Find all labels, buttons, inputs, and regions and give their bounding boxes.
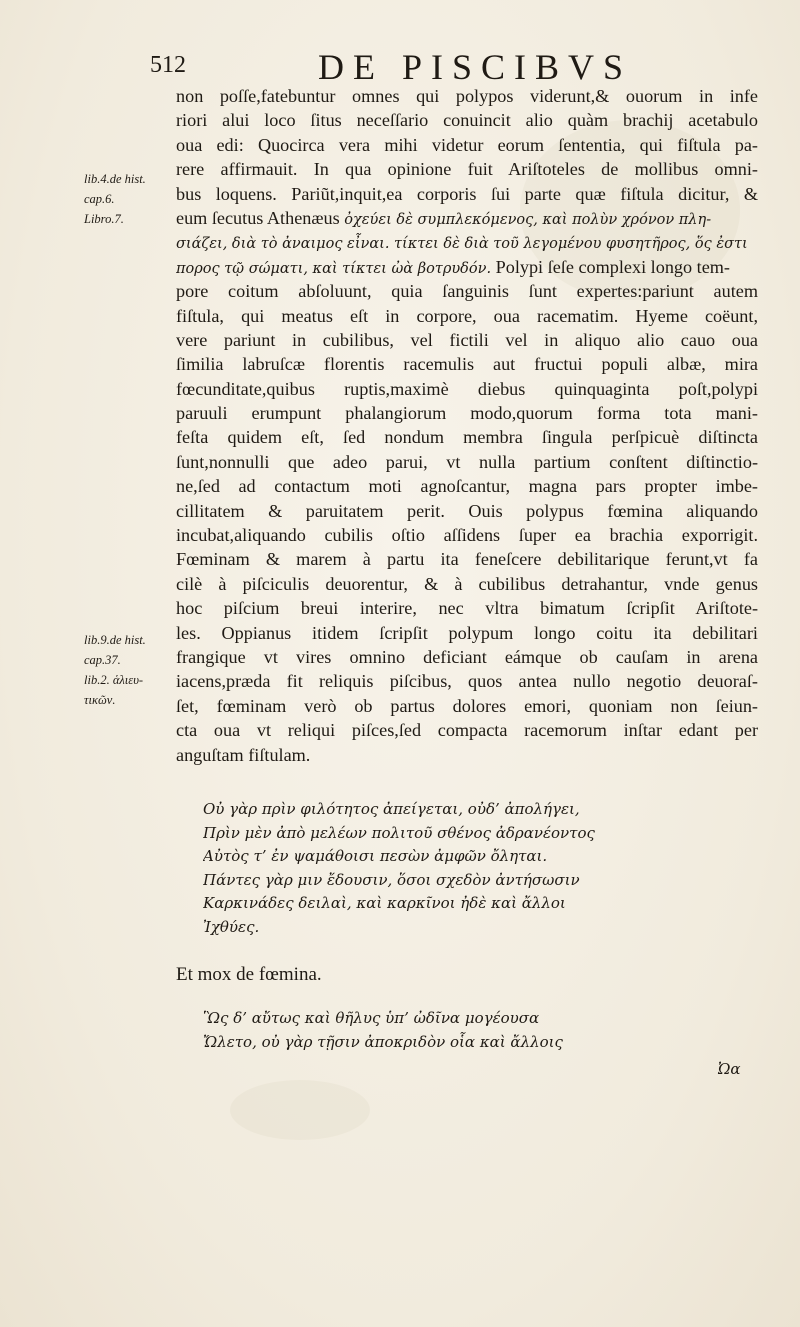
text-line: paruuli erumpunt phalangiorum modo,quorum forma tota mani- [176, 403, 758, 424]
greek-verse-block [203, 798, 763, 939]
text-line: vere pariunt in cubilibus, vel fictili vel in aliquo alio cauo oua [176, 329, 758, 350]
margin-note: lib.4.de hist. cap.6. Libro.7. [84, 172, 146, 226]
verse-line: Αὐτὸς τ’ ἐν ψαμάθοισι πεσὼν ἀμφῶν ὄληται. [203, 847, 548, 865]
greek-fragment: ὀχεύει δὲ συμπλεκόμενος, καὶ πολὺν χρόνον πλη- [344, 211, 712, 228]
greek-fragment: πορος τῷ σώματι, καὶ τίκτει ὠὰ βοτρυδόν. [176, 260, 492, 277]
text-line: Fœminam & marem à partu ita feneſcere debilitarique ferunt,vt fa [176, 549, 758, 570]
text-line: incubat,aliquando cubilis oſtio aſſidens ſuper ea brachia exporrigit. [176, 525, 758, 546]
text-line: non poſſe,fatebuntur omnes qui polypos viderunt,& ouorum in infe [176, 86, 758, 106]
body-text [176, 84, 758, 767]
text-line: ne,ſed ad contactum moti agnoſcantur, magna pars propter imbe- [176, 476, 758, 497]
latin-fragment: eum ſecutus Athenæus [176, 207, 340, 228]
text-line [176, 255, 758, 279]
text-line: oua edi: Quocirca vera mihi videtur eorum ſententia, qui fiſtula pa- [176, 134, 758, 155]
verse-line: Πρὶν μὲν ἀπὸ μελέων πολιτοῦ σθένος ἀδρανέοντος [203, 823, 595, 842]
verse-line: Πάντες γὰρ μιν ἔδουσιν, ὅσοι σχεδὸν ἀντήσωσιν [203, 870, 580, 889]
text-line [176, 206, 758, 230]
verse-line: Ὤλετο, οὐ γὰρ τῇσιν ἀποκριδὸν οἷα καὶ ἄλλοις [203, 1032, 563, 1051]
verse-line: Οὐ γὰρ πρὶν φιλότητος ἀπείγεται, οὐδ’ ἀπολήγει, [203, 800, 580, 818]
text-line: ſunt,nonnulli que adeo parui, vt nulla partium conſtent diſtinctio- [176, 451, 758, 472]
running-head: DE PISCIBVS [318, 47, 633, 87]
latin-fragment: Polypi ſeſe complexi longo tem- [495, 256, 730, 277]
text-line: feſta quidem eſt, ſed nondum membra ſingula perſpicuè diſtincta [176, 427, 758, 448]
transition-line: Et mox de fœmina. [176, 964, 322, 985]
text-line: hoc piſcium breui interire, nec vltra bimatum ſcripſit Ariſtote- [176, 598, 758, 619]
greek-verse-block-2 [203, 1007, 763, 1054]
text-line [176, 230, 758, 254]
text-line: cillitatem & paruitatem perit. Ouis polypus fœmina aliquando [176, 500, 758, 521]
page-number: 512 [150, 52, 186, 78]
text-line: iacens,præda fit reliquis piſcibus, quos antea nullo negotio deuoraſ- [176, 671, 758, 692]
verse-line: Ἰχθύες. [203, 917, 260, 936]
verse-line: Ὣς δ’ αὔτως καὶ θῆλυς ὑπ’ ὠδῖνα μογέουσα [203, 1009, 540, 1027]
text-line: anguſtam fiſtulam. [176, 744, 311, 765]
margin-note: lib.9.de hist. cap.37. lib.2. ἁλιευ- τικῶν. [84, 633, 146, 707]
greek-fragment: σιάζει, διὰ τὸ ἀναιμος εἶναι. τίκτει δὲ διὰ τοῦ λεγομένου φυσητῆρος, ὅς ἐστι [176, 236, 748, 253]
page-header [150, 40, 770, 90]
text-line: bus loquens. Pariũt,inquit,ea corporis ſui parte quæ fiſtula dicitur, & [176, 183, 758, 204]
text-line: cta oua vt reliqui piſces,ſed compacta racemorum inſtar edant per [176, 720, 758, 741]
text-line: ſet, fœminam verò ob partus dolores emori, quoniam non ſeiun- [176, 695, 758, 716]
text-line: frangique vt vires omnino deficiant eámque ob cauſam in arena [176, 646, 758, 667]
text-line: les. Oppianus itidem ſcripſit polypum longo coitu ita debilitari [176, 622, 758, 643]
paper-stain [230, 1080, 370, 1140]
text-line: riori alui loco ſitus neceſſario conuincit alio quàm brachij acetabulo [176, 110, 758, 131]
text-line: rere affirmauit. In qua opinione fuit Ariſtoteles de mollibus omni- [176, 159, 758, 180]
text-line: cilè à piſciculis deuorentur, & à cubilibus detrahantur, vnde genus [176, 573, 758, 594]
verse-line: Καρκινάδες δειλαὶ, καὶ καρκῖνοι ἠδὲ καὶ ἄλλοι [203, 894, 566, 912]
text-line: fiſtula, qui meatus eſt in corpore, oua racematim. Hyeme coëunt, [176, 305, 758, 326]
text-line: ſimilia labruſcæ florentis racemulis aut fructui populi albæ, mira [176, 354, 758, 375]
text-line: pore coitum abſoluunt, quia ſanguinis ſunt expertes:pariunt autem [176, 281, 758, 302]
text-line: fœcunditate,quibus ruptis,maximè diebus quinquaginta poſt,polypi [176, 378, 758, 399]
catchword: Ὠα [718, 1060, 741, 1078]
